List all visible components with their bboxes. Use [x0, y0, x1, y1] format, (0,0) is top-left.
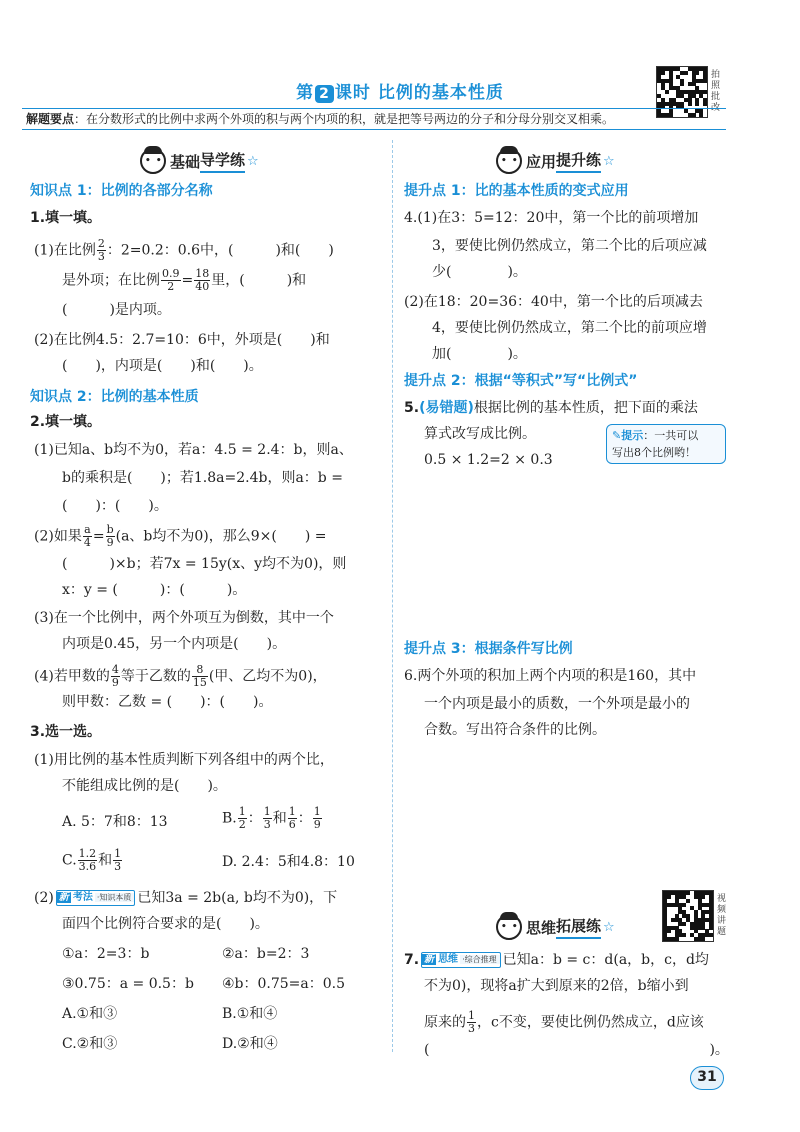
q1-1-line3: ( )是内项。	[62, 302, 171, 318]
q3-2-item-3: ③0.75：a = 0.5：b	[62, 976, 194, 992]
fraction: $\frac{1}{3}$	[263, 805, 271, 831]
q3-2-option-d[interactable]: D.②和④	[222, 1036, 278, 1052]
mascot-icon	[496, 148, 522, 174]
fraction: $\frac{1}{6}$	[288, 805, 296, 831]
qr-module	[701, 937, 705, 941]
section-expand-title-a: 思维	[526, 918, 557, 937]
q2-1-line2: b的乘积是( )；若1.8a=2.4b，则a：b =	[62, 470, 343, 486]
q3-1-line1: (1)用比例的基本性质判断下列各组中的两个比，	[34, 752, 334, 768]
qr-module	[703, 90, 707, 94]
title-prefix: 第	[296, 83, 315, 103]
lightbulb-icon: ✎	[612, 429, 622, 442]
section-apply-title-b: 提升练	[556, 149, 601, 173]
section-apply-title-a: 应用	[526, 152, 557, 171]
q7-line1: 7. 新 思维 ·综合推理 已知a：b = c：d(a，b，c，d均	[404, 952, 709, 968]
section-expand-practice	[496, 914, 615, 940]
star-icon: ☆	[247, 153, 259, 169]
qr-module	[701, 895, 705, 899]
q3-2-line1: (2) 新 考法 ·知识本质 已知3a = 2b(a, b均不为0)，下	[34, 890, 338, 906]
knowledge-point-2: 知识点 2：比例的基本性质	[30, 389, 199, 405]
section-basic-practice	[140, 148, 259, 174]
q4-line2: 3，要使比例仍然成立，第二个比的后项应减	[432, 238, 707, 254]
qr-label-grade: 拍照批改	[711, 70, 721, 113]
fraction: $\frac{4}{9}$	[111, 663, 119, 689]
section-apply-practice	[496, 148, 615, 174]
star-icon: ☆	[603, 919, 615, 935]
qr-module	[695, 102, 699, 106]
qr-module	[695, 71, 699, 75]
q5-line1: 5.(易错题)根据比例的基本性质，把下面的乘法	[404, 400, 698, 416]
qr-module	[688, 102, 692, 106]
q5-equation: 0.5 × 1.2=2 × 0.3	[424, 452, 553, 468]
fraction: $\frac{0.9}{2}$	[162, 267, 180, 293]
improve-point-1: 提升点 1：比的基本性质的变式应用	[404, 183, 629, 199]
q3-2-item-2: ②a：b=2：3	[222, 946, 310, 962]
section-expand-title-b: 拓展练	[556, 915, 601, 939]
q2-4-line2: 则甲数：乙数 = ( )：( )。	[62, 694, 273, 710]
title-text: 课时 比例的基本性质	[334, 83, 504, 103]
qr-module	[665, 90, 669, 94]
fraction: $\frac{a}{4}$	[83, 523, 91, 549]
q2-1-line3: ( )：( )。	[62, 498, 168, 514]
fraction: $\frac{b}{9}$	[106, 523, 114, 549]
section-basic-title-a: 基础	[170, 152, 201, 171]
error-prone-tag: (易错题)	[419, 400, 474, 416]
knowledge-point-1: 知识点 1：比例的各部分名称	[30, 183, 213, 199]
new-method-tag: 新 考法 ·知识本质	[56, 890, 136, 906]
q1-2-line2: ( )，内项是( )和( )。	[62, 358, 263, 374]
qr-module	[682, 903, 686, 907]
q2-2-line1: (2)如果 $\frac{a}{4}$ = $\frac{b}{9}$ (a、b均不为0)，那么9×( ) =	[34, 523, 327, 549]
qr-module	[684, 71, 688, 75]
q3-2-option-a[interactable]: A.①和③	[62, 1006, 118, 1022]
qr-module	[703, 102, 707, 106]
q1-title: 1.填一填。	[30, 210, 102, 226]
hint-box: ✎提示：一共可以 写出8个比例哟！	[606, 424, 726, 464]
q2-2-line3: x：y = ( )：( )。	[62, 582, 247, 598]
q4-line1: 4.(1)在3：5=12：20中，第一个比的前项增加	[404, 210, 699, 226]
q5-line2: 算式改写成比例。	[424, 426, 536, 442]
q2-1-line1: (1)已知a、b均不为0，若a：4.5 = 2.4：b，则a、	[34, 442, 353, 458]
q3-1-option-a[interactable]: A. 5：7和8：13	[62, 814, 168, 830]
key-tip-bar	[22, 108, 726, 130]
q4-line5: 4，要使比例仍然成立，第二个比的前项应增	[432, 320, 707, 336]
qr-module	[709, 926, 713, 930]
q2-4-line1: (4)若甲数的 $\frac{4}{9}$ 等于乙数的 $\frac{8}{15}$ (甲、乙均不为0)，	[34, 663, 327, 689]
key-tip-label: 解题要点	[26, 112, 75, 126]
qr-module	[686, 891, 690, 895]
q1-1-line1: (1)在比例 $\frac{2}{3}$ ：2=0.2：0.6中，( )和( )	[34, 237, 334, 263]
q6-line1: 6.两个外项的积加上两个内项的积是160，其中	[404, 668, 697, 684]
q3-2-item-1: ①a：2=3：b	[62, 946, 150, 962]
q3-1-option-d[interactable]: D. 2.4：5和4.8：10	[222, 854, 355, 870]
q7-line4: ( )。	[424, 1042, 729, 1058]
qr-module	[661, 71, 665, 75]
q4-line3: 少( )。	[432, 264, 527, 280]
q3-1-line2: 不能组成比例的是( )。	[62, 778, 227, 794]
q2-2-line2: ( )×b；若7x = 15y(x、y均不为0)，则	[62, 556, 347, 572]
q7-line2: 不为0)，现将a扩大到原来的2倍，b缩小到	[424, 978, 689, 994]
page-number: 31	[690, 1066, 724, 1090]
new-thinking-tag: 新 思维 ·综合推理	[421, 952, 501, 968]
q3-1-option-b[interactable]: B. $\frac{1}{2}$ ： $\frac{1}{3}$ 和 $\frac{1}{6}$ ： $\frac{1}{9}$	[222, 805, 321, 831]
column-divider	[392, 140, 393, 1052]
q3-1-option-c[interactable]: C. $\frac{1.2}{3.6}$ 和 $\frac{1}{3}$	[62, 847, 122, 873]
q6-line2: 一个内项是最小的质数，一个外项是最小的	[424, 696, 690, 712]
q1-1-line2: 是外项；在比例 $\frac{0.9}{2}$ = $\frac{18}{40}$ 里，( )和	[62, 267, 307, 293]
lesson-number-badge: 2	[315, 85, 334, 103]
qr-module	[709, 933, 713, 937]
fraction: $\frac{2}{3}$	[97, 237, 105, 263]
q1-2-line1: (2)在比例4.5：2.7=10：6中，外项是( )和	[34, 332, 330, 348]
fraction: $\frac{1}{9}$	[313, 805, 321, 831]
fraction: $\frac{1}{3}$	[468, 1009, 475, 1035]
q6-line3: 合数。写出符合条件的比例。	[424, 722, 606, 738]
mascot-icon	[140, 148, 166, 174]
fraction: $\frac{1.2}{3.6}$	[78, 847, 97, 873]
qr-module	[667, 895, 671, 899]
fraction: $\frac{8}{15}$	[192, 663, 207, 689]
qr-label-video: 视频讲题	[717, 894, 727, 937]
qr-module	[686, 899, 690, 903]
improve-point-2: 提升点 2：根据“等积式”写“比例式”	[404, 373, 638, 389]
q2-3-line1: (3)在一个比例中，两个外项互为倒数，其中一个	[34, 610, 334, 626]
q4-line4: (2)在18：20=36：40中，第一个比的后项减去	[404, 294, 703, 310]
q3-2-item-4: ④b：0.75=a：0.5	[222, 976, 346, 992]
qr-module	[682, 933, 686, 937]
qr-module	[680, 82, 684, 86]
q7-line3: 原来的 $\frac{1}{3}$ ，c不变，要使比例仍然成立，d应该	[424, 1009, 704, 1035]
q3-2-option-b[interactable]: B.①和④	[222, 1006, 278, 1022]
q3-title: 3.选一选。	[30, 724, 102, 740]
qr-module	[682, 922, 686, 926]
qr-module	[667, 929, 671, 933]
mascot-icon	[496, 914, 522, 940]
q3-2-option-c[interactable]: C.②和③	[62, 1036, 118, 1052]
q2-3-line2: 内项是0.45，另一个内项是( )。	[62, 636, 287, 652]
q2-title: 2.填一填。	[30, 414, 102, 430]
qr-module	[703, 79, 707, 83]
fraction: $\frac{18}{40}$	[195, 267, 210, 293]
star-icon: ☆	[603, 153, 615, 169]
qr-code-video[interactable]	[662, 890, 714, 942]
q3-2-line2: 面四个比例符合要求的是( )。	[62, 916, 269, 932]
section-basic-title-b: 导学练	[200, 149, 245, 173]
fraction: $\frac{1}{3}$	[114, 847, 122, 873]
qr-module	[675, 937, 679, 941]
improve-point-3: 提升点 3：根据条件写比例	[404, 641, 573, 657]
q4-line6: 加( )。	[432, 346, 527, 362]
fraction: $\frac{1}{2}$	[238, 805, 246, 831]
key-tip-text: ：在分数形式的比例中求两个外项的积与两个内项的积，就是把等号两边的分子和分母分别交叉相乘。	[74, 112, 615, 126]
